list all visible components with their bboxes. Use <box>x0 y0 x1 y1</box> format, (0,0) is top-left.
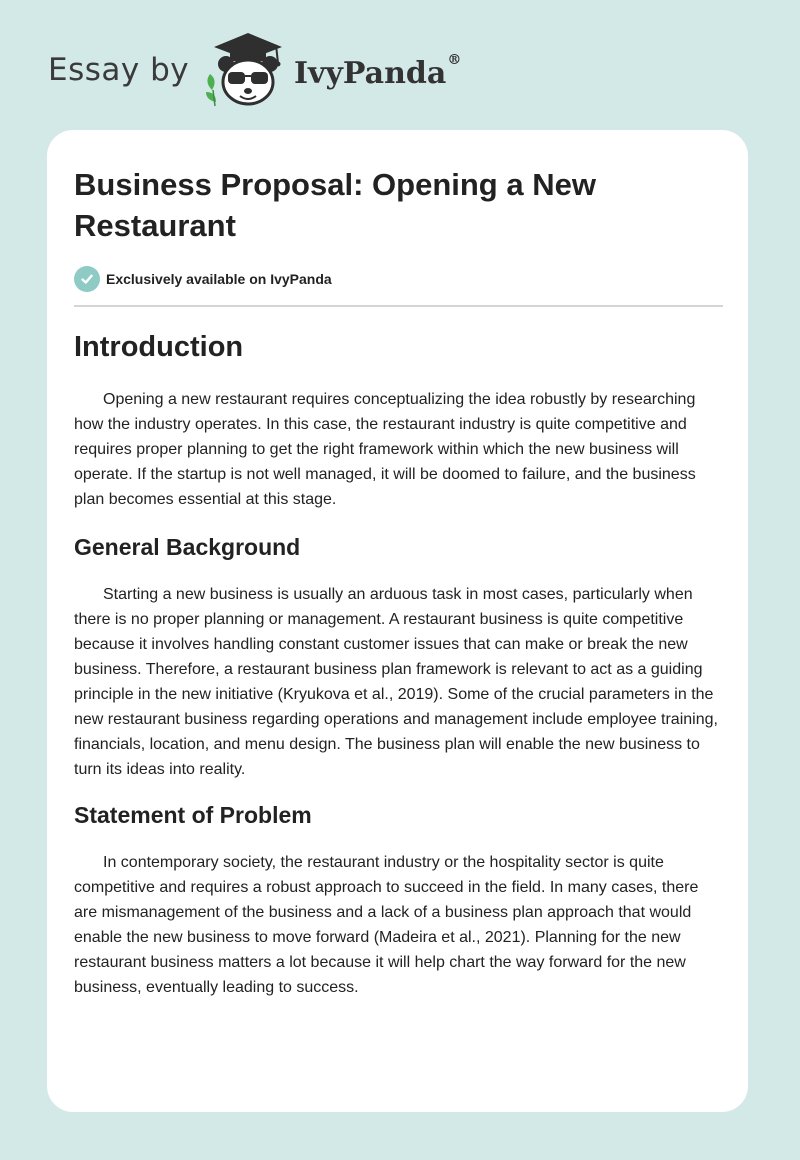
badge-text: Exclusively available on IvyPanda <box>106 271 332 287</box>
section-body-statement-of-problem: In contemporary society, the restaurant industry or the hospitality sector is quite competitive and requires a robust approach to succeed in the field. In many cases, there are mismanagement of the business and a lack of a business plan approach that would enable the new business to move forward (Madeira et al., 2021). Planning for the new restaurant business matters a lot because it will help chart the way forward for the new business, eventually leading to success. <box>74 854 699 996</box>
brand-name: IvyPanda® <box>294 52 462 91</box>
section-body-introduction: Opening a new restaurant requires conceptualizing the idea robustly by researching how the industry operates. In this case, the restaurant industry is quite competitive and requires proper planning to get the right framework within which the new business will operate. If the startup is not well managed, it will be doomed to failure, and the business plan becomes essential at this stage. <box>74 391 696 508</box>
panda-logo-icon <box>202 30 294 110</box>
page-title: Business Proposal: Opening a New Restaurant <box>74 167 596 243</box>
essay-card <box>47 130 748 1112</box>
divider <box>74 305 723 307</box>
section-body-general-background: Starting a new business is usually an arduous task in most cases, particularly when there is no proper planning or management. A restaurant business is quite competitive because it involves handling constant customer issues that can make or break the new business. Therefore, a restaurant business plan framework is relevant to act as a guiding principle in the new initiative (Kryukova et al., 2019). Some of the crucial parameters in the new restaurant business regarding operations and management include employee training, financials, location, and menu design. The business plan will enable the new business to turn its ideas into reality. <box>74 586 718 778</box>
brand-header <box>48 30 508 110</box>
essay-content <box>74 164 724 1000</box>
exclusive-badge <box>74 266 724 292</box>
brand-prefix: Essay by <box>48 52 190 88</box>
section-heading-statement-of-problem: Statement of Problem <box>74 802 312 828</box>
section-heading-general-background: General Background <box>74 534 301 560</box>
section-heading-introduction: Introduction <box>74 331 244 363</box>
check-icon <box>74 266 100 292</box>
